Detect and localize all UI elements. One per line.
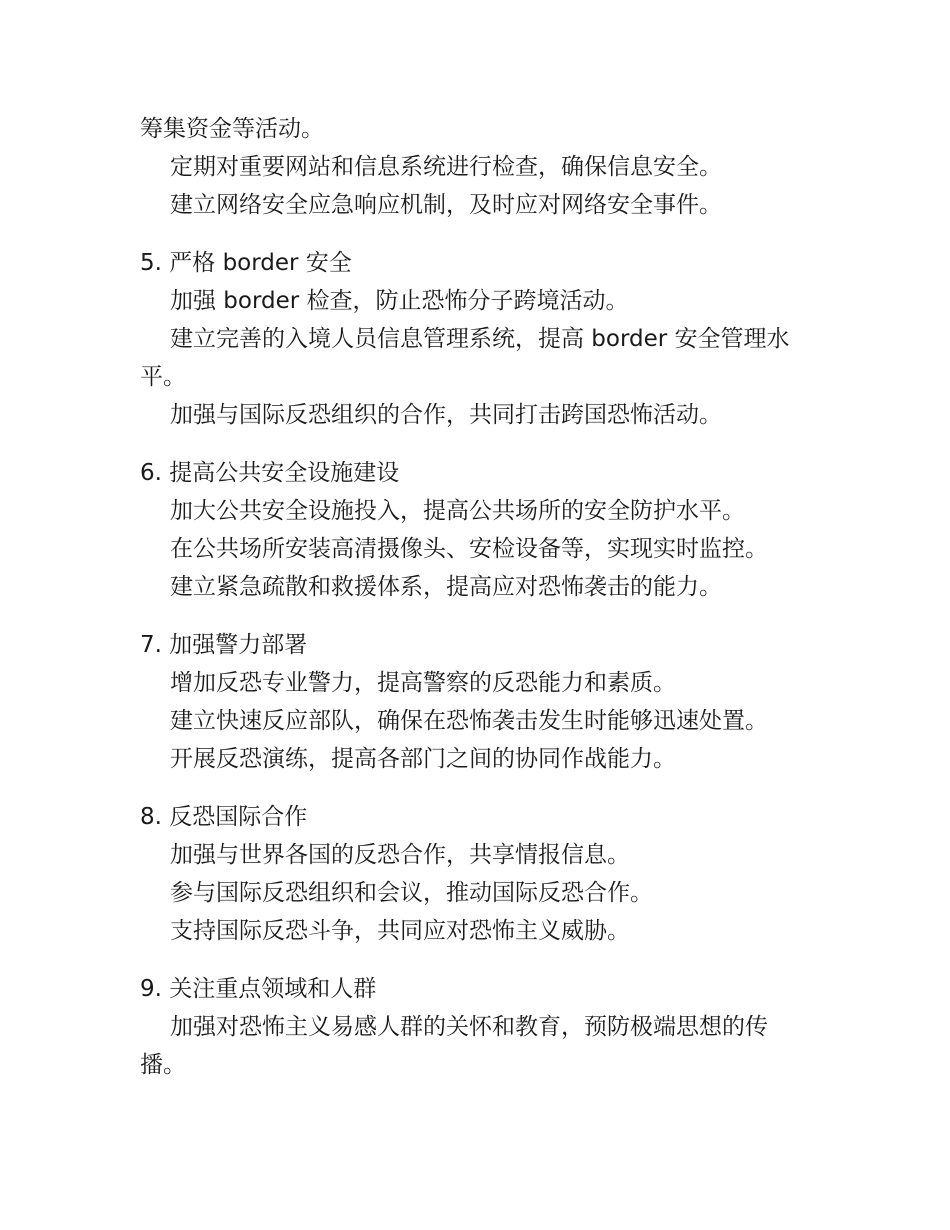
section-8 — [140, 798, 800, 950]
paragraph: 加强 border 检查，防止恐怖分子跨境活动。 — [170, 288, 629, 314]
section-heading: 7. 加强警力部署 — [140, 632, 308, 658]
paragraph-continuation: 筹集资金等活动。 — [140, 116, 324, 142]
section-9 — [140, 970, 800, 1084]
paragraph: 在公共场所安装高清摄像头、安检设备等，实现实时监控。 — [170, 536, 768, 562]
section-6 — [140, 454, 800, 606]
paragraph: 开展反恐演练，提高各部门之间的协同作战能力。 — [170, 746, 676, 772]
paragraph: 建立快速反应部队，确保在恐怖袭击发生时能够迅速处置。 — [170, 708, 768, 734]
section-heading: 6. 提高公共安全设施建设 — [140, 460, 400, 486]
paragraph: 加强与世界各国的反恐合作，共享情报信息。 — [170, 842, 630, 868]
paragraph: 支持国际反恐斗争，共同应对恐怖主义威胁。 — [170, 918, 630, 944]
section-heading: 5. 严格 border 安全 — [140, 250, 352, 276]
paragraph: 加大公共安全设施投入，提高公共场所的安全防护水平。 — [170, 498, 745, 524]
paragraph: 定期对重要网站和信息系统进行检查，确保信息安全。 — [170, 154, 722, 180]
section-5 — [140, 244, 800, 434]
paragraph: 建立完善的入境人员信息管理系统，提高 border 安全管理水平。 — [140, 326, 790, 390]
paragraph: 加强对恐怖主义易感人群的关怀和教育，预防极端思想的传播。 — [140, 1014, 768, 1078]
paragraph: 建立网络安全应急响应机制，及时应对网络安全事件。 — [170, 192, 722, 218]
intro-continuation — [140, 110, 800, 224]
paragraph: 加强与国际反恐组织的合作，共同打击跨国恐怖活动。 — [170, 402, 722, 428]
paragraph: 参与国际反恐组织和会议，推动国际反恐合作。 — [170, 880, 653, 906]
paragraph: 增加反恐专业警力，提高警察的反恐能力和素质。 — [170, 670, 676, 696]
section-heading: 8. 反恐国际合作 — [140, 804, 308, 830]
paragraph: 建立紧急疏散和救援体系，提高应对恐怖袭击的能力。 — [170, 574, 722, 600]
section-heading: 9. 关注重点领域和人群 — [140, 976, 377, 1002]
document-body — [140, 110, 800, 1084]
section-7 — [140, 626, 800, 778]
